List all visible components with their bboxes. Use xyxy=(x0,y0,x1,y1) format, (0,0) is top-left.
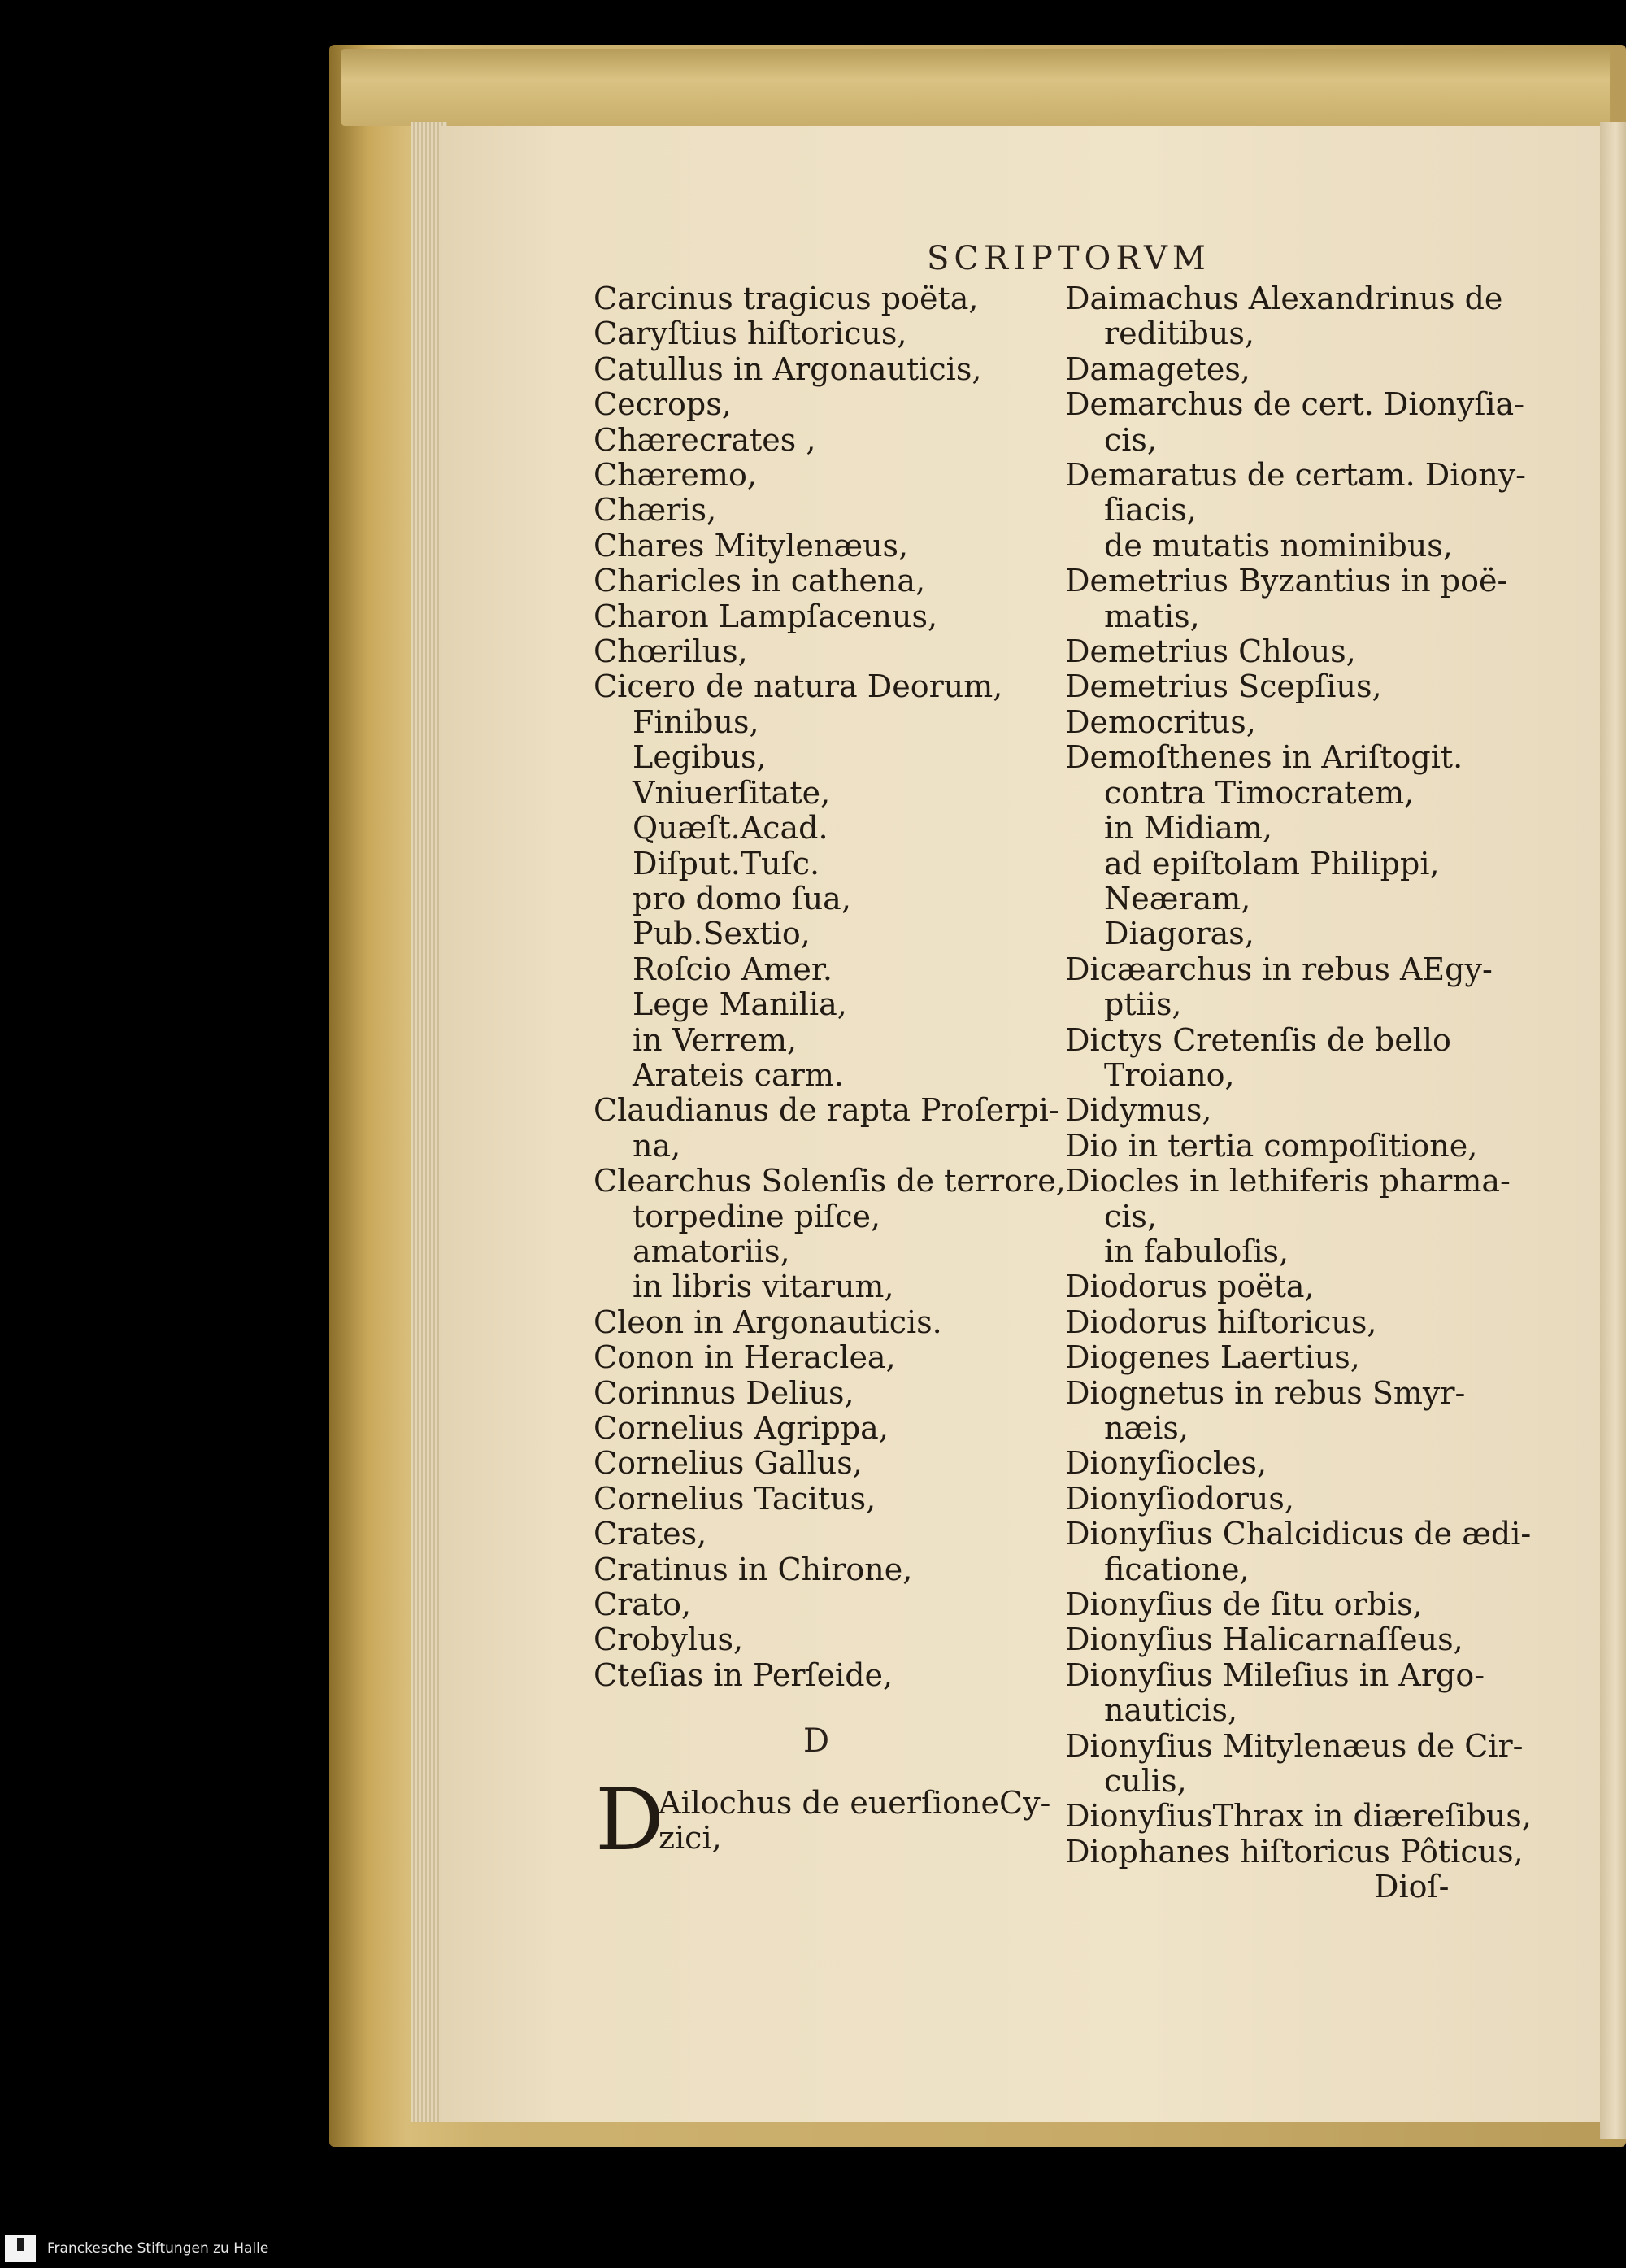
index-entry: Chærecrates , xyxy=(593,421,816,458)
index-entry: Roſcio Amer. xyxy=(633,951,833,987)
index-entry: Dionyſius Halicarnaſſeus, xyxy=(1065,1622,1463,1658)
dropcap-line-2: zici, xyxy=(659,1820,722,1857)
index-entry: Legibus, xyxy=(633,739,767,776)
dropcap-line-1: Ailochus de euerſioneCy- xyxy=(659,1785,1051,1821)
index-entry: in libris vitarum, xyxy=(633,1269,894,1305)
index-entry: Chares Mitylenæus, xyxy=(593,527,909,564)
index-entry: Dictys Cretenſis de bello xyxy=(1065,1021,1451,1058)
dropcap-text xyxy=(659,1786,1050,1857)
index-entry: Cornelius Agrippa, xyxy=(593,1410,889,1446)
index-entry: Diogenes Laertius, xyxy=(1065,1339,1360,1376)
index-entry: Cicero de natura Deorum, xyxy=(593,668,1003,705)
index-entry: DionyſiusThrax in diæreſibus, xyxy=(1065,1798,1532,1835)
index-entry: Corinnus Delius, xyxy=(593,1374,854,1411)
index-entry: Demetrius Scepſius, xyxy=(1065,668,1382,705)
index-entry: Daimachus Alexandrinus de xyxy=(1065,281,1503,316)
index-entry: Democritus, xyxy=(1065,703,1256,740)
index-entry: Troiano, xyxy=(1104,1056,1235,1093)
index-entry: pro domo ſua, xyxy=(633,880,851,916)
index-entry: de mutatis nominibus, xyxy=(1104,527,1453,564)
index-entry: Cteſias in Perſeide, xyxy=(593,1656,893,1693)
index-entry: nauticis, xyxy=(1104,1692,1238,1729)
footer-bar xyxy=(0,2230,1626,2268)
index-entry: Charon Lampſacenus, xyxy=(593,598,938,634)
index-entry: Dionyſiocles, xyxy=(1065,1445,1267,1482)
index-entry: Clearchus Solenſis de terrore, xyxy=(593,1163,1066,1199)
index-entry: Cleon in Argonauticis. xyxy=(593,1304,942,1340)
index-entry: ſiacis, xyxy=(1104,492,1197,529)
index-entry: Finibus, xyxy=(633,703,759,740)
index-entry: Claudianus de rapta Proſerpi- xyxy=(593,1092,1059,1129)
index-entry: ficatione, xyxy=(1104,1551,1250,1587)
index-entry: Dicæarchus in rebus AEgy- xyxy=(1065,951,1493,987)
index-entry: Chæremo, xyxy=(593,457,757,494)
index-entry: matis, xyxy=(1104,598,1200,634)
index-entry: torpedine piſce, xyxy=(633,1198,881,1234)
right-column xyxy=(1065,281,1532,1870)
index-entry: Carcinus tragicus poëta, xyxy=(593,281,979,316)
index-entry: in fabuloſis, xyxy=(1104,1233,1289,1269)
footer-institution: Franckesche Stiftungen zu Halle xyxy=(47,2240,269,2257)
running-head: SCRIPTORVM xyxy=(927,240,1211,277)
index-entry: Dionyſiodorus, xyxy=(1065,1480,1294,1517)
cover-fold xyxy=(341,49,1610,126)
index-entry: Cratinus in Chirone, xyxy=(593,1551,913,1587)
index-entry: Diodorus hiſtoricus, xyxy=(1065,1304,1377,1340)
index-entry: cis, xyxy=(1104,421,1158,458)
index-entry: contra Timocratem, xyxy=(1104,774,1415,811)
right-leaf-edge xyxy=(1600,122,1626,2139)
index-entry: Demetrius Byzantius in poë- xyxy=(1065,563,1508,599)
index-entry: Pub.Sextio, xyxy=(633,916,811,952)
index-entry: in Verrem, xyxy=(633,1021,798,1058)
index-entry: Diognetus in rebus Smyr- xyxy=(1065,1374,1466,1411)
index-entry: Dionyſius Mileſius in Argo- xyxy=(1065,1656,1485,1693)
index-entry: Damagetes, xyxy=(1065,350,1250,387)
index-entry: Charicles in cathena, xyxy=(593,563,926,599)
index-entry: Vniuerſitate, xyxy=(633,774,831,811)
index-entry: Cornelius Tacitus, xyxy=(593,1480,876,1517)
left-column xyxy=(593,281,1066,1693)
index-entry: Crates, xyxy=(593,1516,707,1552)
index-entry: Chæris, xyxy=(593,492,717,529)
index-entry: Caryſtius hiſtoricus, xyxy=(593,316,907,352)
index-entry: in Midiam, xyxy=(1104,810,1273,847)
index-entry: næis, xyxy=(1104,1410,1189,1446)
index-entry: Demaratus de certam. Diony- xyxy=(1065,457,1527,494)
index-entry: Conon in Heraclea, xyxy=(593,1339,896,1376)
index-entry: Cecrops, xyxy=(593,386,732,423)
index-entry: Crato, xyxy=(593,1587,692,1623)
index-entry: ad epiſtolam Philippi, xyxy=(1104,845,1440,882)
index-entry: culis, xyxy=(1104,1763,1187,1800)
institution-logo-icon xyxy=(5,2235,36,2262)
index-entry: Demoſthenes in Ariſtogit. xyxy=(1065,739,1463,776)
index-entry: Diophanes hiſtoricus Pôticus, xyxy=(1065,1833,1524,1870)
section-letter: D xyxy=(803,1722,830,1760)
index-entry: na, xyxy=(633,1127,681,1164)
index-entry: Cornelius Gallus, xyxy=(593,1445,863,1482)
index-entry: Arateis carm. xyxy=(633,1056,844,1093)
index-entry: Diſput.Tuſc. xyxy=(633,845,820,882)
index-entry: ptiis, xyxy=(1104,986,1182,1023)
catchword: Dioſ- xyxy=(1374,1869,1450,1905)
index-entry: Lege Manilia, xyxy=(633,986,847,1023)
index-entry: Chœrilus, xyxy=(593,633,748,670)
index-entry: Diodorus poëta, xyxy=(1065,1269,1315,1305)
index-entry: Catullus in Argonauticis, xyxy=(593,350,982,387)
index-entry: Neæram, xyxy=(1104,880,1251,916)
dropcap-letter: D xyxy=(595,1770,664,1870)
index-entry: amatoriis, xyxy=(633,1233,790,1269)
index-entry: Dionyſius Chalcidicus de ædi- xyxy=(1065,1516,1532,1552)
index-entry: cis, xyxy=(1104,1198,1158,1234)
index-entry: Diagoras, xyxy=(1104,916,1254,952)
index-entry: Quæſt.Acad. xyxy=(633,810,828,847)
index-entry: reditibus, xyxy=(1104,316,1254,352)
index-entry: Didymus, xyxy=(1065,1092,1212,1129)
index-entry: Dionyſius Mitylenæus de Cir- xyxy=(1065,1727,1524,1764)
index-entry: Dio in tertia compoſitione, xyxy=(1065,1127,1478,1164)
index-entry: Diocles in lethiferis pharma- xyxy=(1065,1163,1511,1199)
index-entry: Dionyſius de ſitu orbis, xyxy=(1065,1587,1423,1623)
index-entry: Crobylus, xyxy=(593,1622,744,1658)
index-entry: Demarchus de cert. Dionyſia- xyxy=(1065,386,1525,423)
index-entry: Demetrius Chlous, xyxy=(1065,633,1356,670)
